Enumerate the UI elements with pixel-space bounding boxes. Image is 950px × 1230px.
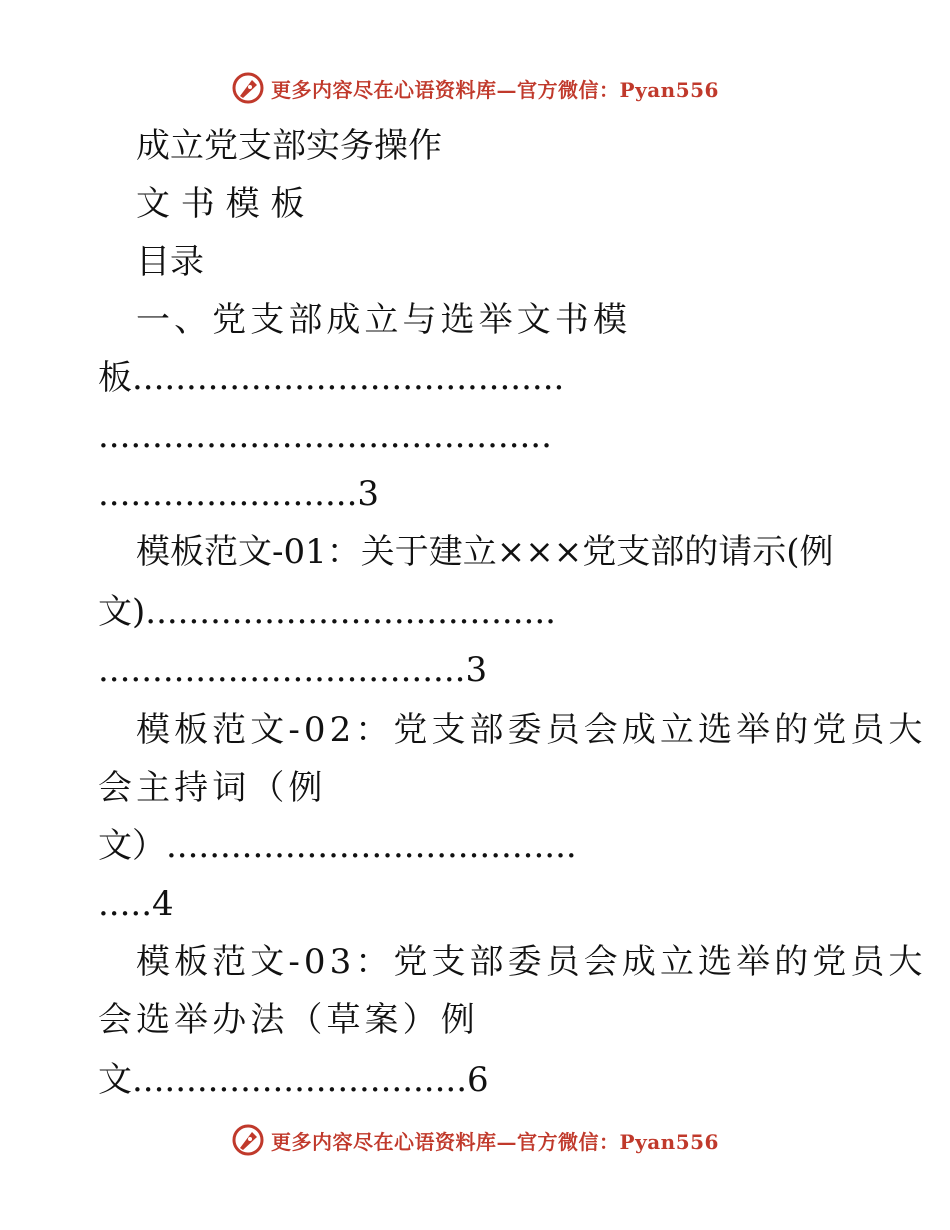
toc-entry-3-line-2: 会主持词（例	[98, 768, 327, 808]
document-subtitle: 文 书 模 板	[136, 184, 305, 224]
banner-text: 更多内容尽在心语资料库—官方微信：Pyan556	[271, 1129, 719, 1154]
toc-entry-1-line-1: 一、党支部成立与选举文书模	[136, 300, 632, 340]
header-banner	[0, 70, 950, 106]
toc-entry-3-line-3: 文）......................................	[98, 826, 577, 866]
toc-entry-1-line-2: 板........................................	[98, 358, 565, 398]
toc-entry-3-line-1: 模板范文-02：党支部委员会成立选举的党员大	[136, 710, 927, 750]
toc-entry-1-line-4: ........................3	[98, 474, 380, 514]
toc-entry-2-line-3: ..................................3	[98, 650, 488, 690]
toc-entry-1-line-3: ..........................................	[98, 416, 552, 456]
toc-entry-4-line-3: 文...............................6	[98, 1060, 489, 1100]
toc-entry-2-line-2: 文)......................................	[98, 592, 556, 632]
banner-text: 更多内容尽在心语资料库—官方微信：Pyan556	[271, 77, 719, 102]
toc-entry-3-line-4: .....4	[98, 884, 174, 924]
document-title: 成立党支部实务操作	[136, 126, 442, 166]
footer-banner	[0, 1122, 950, 1158]
pen-nib-logo-icon	[231, 1123, 265, 1157]
toc-entry-4-line-2: 会选举办法（草案）例	[98, 1000, 479, 1040]
toc-heading: 目录	[136, 242, 204, 282]
toc-entry-4-line-1: 模板范文-03：党支部委员会成立选举的党员大	[136, 942, 927, 982]
pen-nib-logo-icon	[231, 71, 265, 105]
toc-entry-2-line-1: 模板范文-01：关于建立×××党支部的请示(例	[136, 532, 834, 572]
